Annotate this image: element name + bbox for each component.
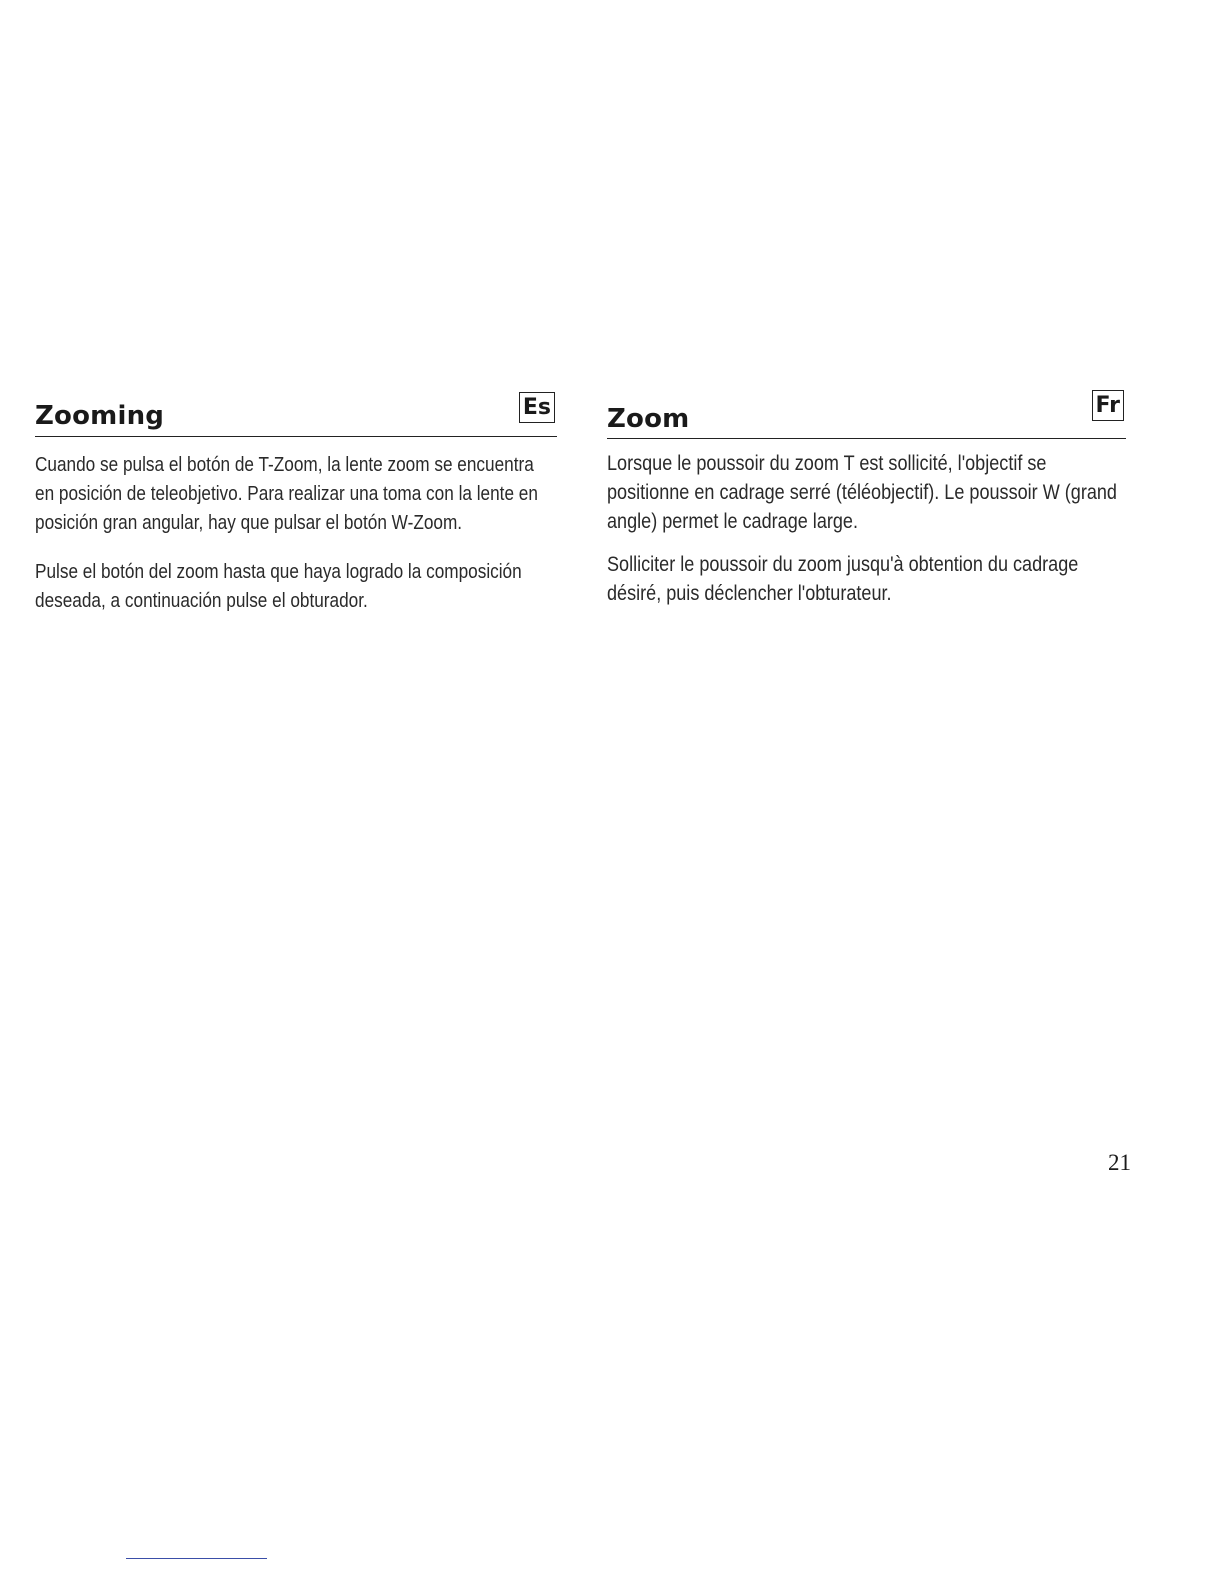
section-heading-fr	[607, 386, 1126, 439]
section-heading-es	[35, 386, 557, 437]
section-french	[607, 386, 1126, 608]
paragraph-es-1: Cuando se pulsa el botón de T-Zoom, la lente zoom se encuentra en posición de teleobjetivo. Para realizar una toma con la lente en posición gran angular, hay que pulsar el botón W-Zoom.	[35, 454, 538, 534]
page-number: 21	[1108, 1150, 1131, 1175]
section-spanish	[35, 386, 557, 616]
language-badge-fr: Fr	[1092, 390, 1124, 421]
section-title-fr: Zoom	[607, 404, 690, 434]
paragraph-fr-2: Solliciter le poussoir du zoom jusqu'à obtention du cadrage désiré, puis déclencher l'obturateur.	[607, 553, 1079, 605]
section-title-es: Zooming	[35, 401, 165, 431]
paragraph-fr-1: Lorsque le poussoir du zoom T est sollicité, l'objectif se positionne en cadrage serré (téléobjectif). Le poussoir W (grand angle) permet le cadrage large.	[607, 452, 1117, 533]
paragraph-es-2: Pulse el botón del zoom hasta que haya logrado la composición deseada, a continuación pulse el obturador.	[35, 561, 522, 612]
footer-rule	[126, 1558, 267, 1559]
language-badge-es: Es	[519, 392, 555, 423]
